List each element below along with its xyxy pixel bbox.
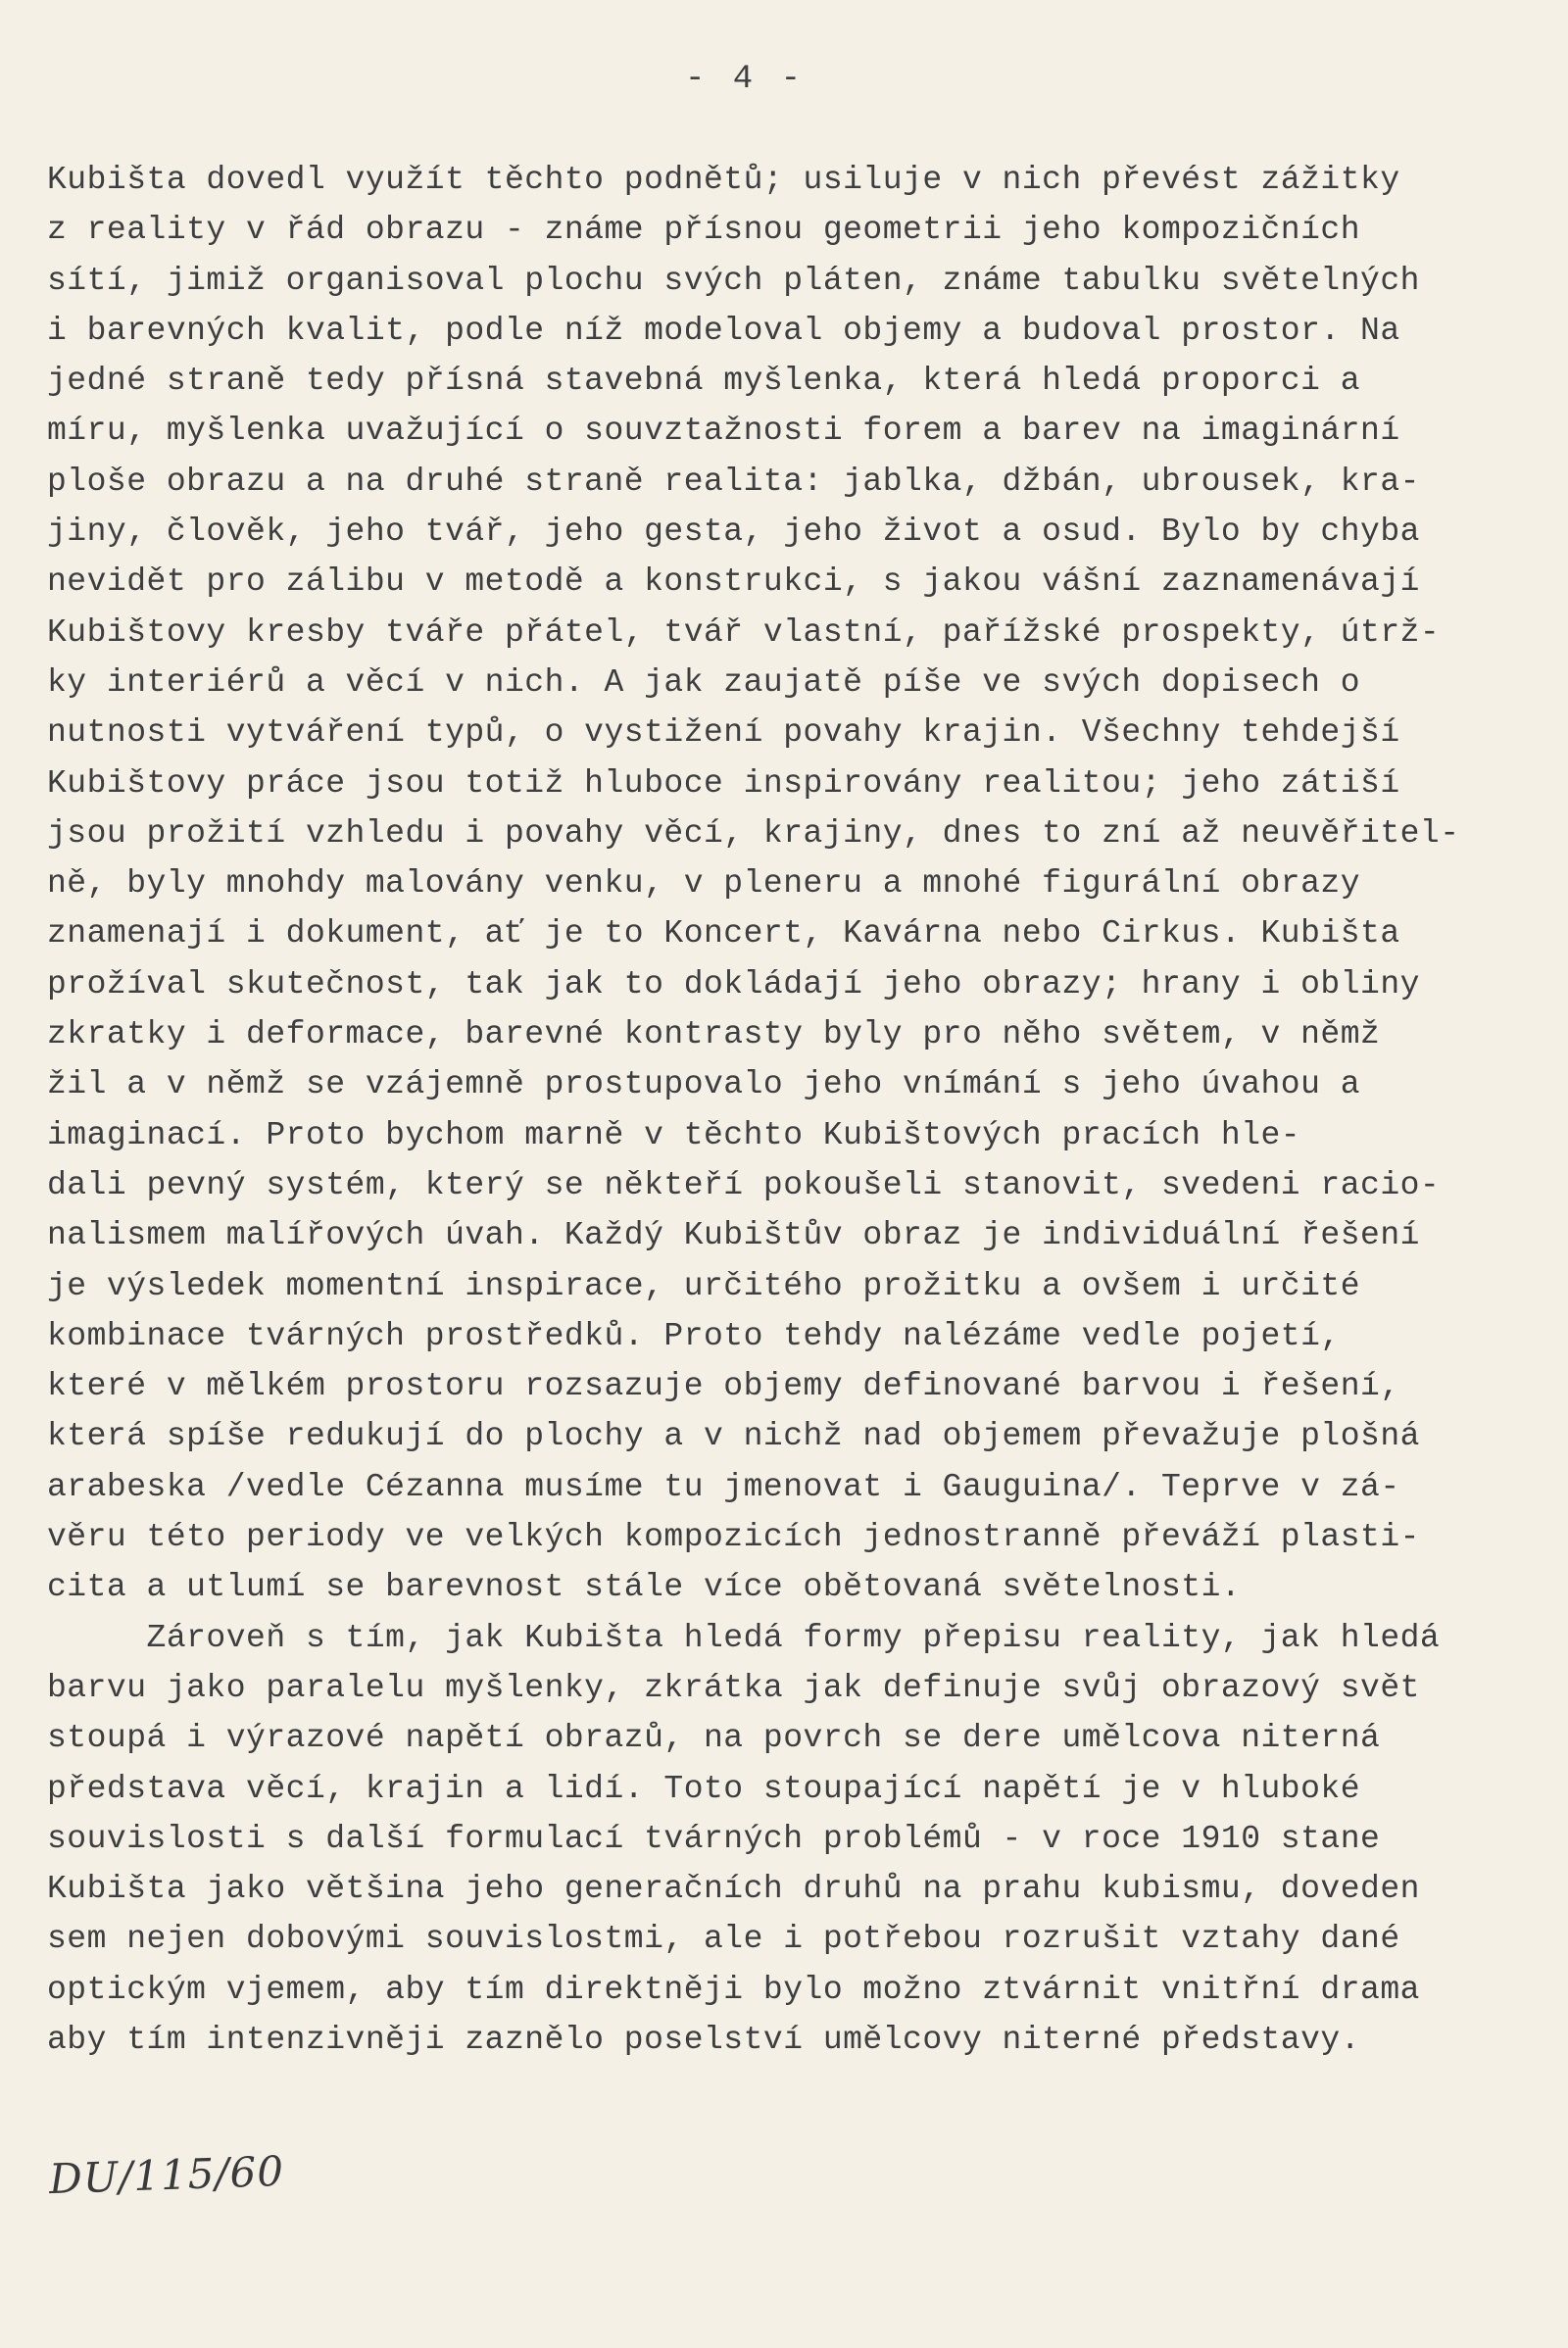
text-line: barvu jako paralelu myšlenky, zkrátka jak definuje svůj obrazový svět [47,1669,1420,1706]
text-line: jsou prožití vzhledu i povahy věcí, krajiny, dnes to zní až neuvěřitel- [47,814,1460,852]
handwritten-archive-number: DU/115/60 [48,2146,285,2204]
text-line: je výsledek momentní inspirace, určitého prožitku a ovšem i určité [47,1267,1361,1304]
text-line: nutnosti vytváření typů, o vystižení povahy krajin. Všechny tehdejší [47,714,1400,752]
text-line: znamenají i dokument, ať je to Koncert, Kavárna nebo Cirkus. Kubišta [47,915,1400,953]
text-line: aby tím intenzivněji zaznělo poselství umělcovy niterné představy. [47,2021,1361,2058]
text-line: souvislosti s další formulací tvárných problémů - v roce 1910 stane [47,1820,1381,1857]
text-line: z reality v řád obrazu - známe přísnou geometrii jeho kompozičních [47,212,1361,249]
text-line: Zároveň s tím, jak Kubišta hledá formy přepisu reality, jak hledá [47,1619,1441,1656]
body-text [47,155,1527,2065]
text-line: nalismem malířových úvah. Každý Kubištův obraz je individuální řešení [47,1217,1420,1254]
text-line: jedné straně tedy přísná stavebná myšlenka, která hledá proporci a [47,363,1361,400]
text-line: představa věcí, krajin a lidí. Toto stoupající napětí je v hluboké [47,1770,1361,1807]
page-number: - 4 - [684,61,806,98]
text-line: optickým vjemem, aby tím direktněji bylo možno ztvárnit vnitřní drama [47,1971,1420,2008]
text-line: věru této periody ve velkých kompozicích jednostranně převáží plasti- [47,1519,1420,1556]
text-line: ky interiérů a věcí v nich. A jak zaujatě píše ve svých dopisech o [47,663,1361,701]
text-line: kombinace tvárných prostředků. Proto tehdy nalézáme vedle pojetí, [47,1317,1341,1354]
text-line: Kubištovy práce jsou totiž hluboce inspirovány realitou; jeho zátiší [47,764,1400,802]
text-line: imaginací. Proto bychom marně v těchto Kubištových pracích hle- [47,1116,1301,1153]
text-line: stoupá i výrazové napětí obrazů, na povrch se dere umělcova niterná [47,1720,1381,1757]
text-line: která spíše redukují do plochy a v nichž nad objemem převažuje plošná [47,1418,1420,1455]
text-line: arabeska /vedle Cézanna musíme tu jmenovat i Gauguina/. Teprve v zá- [47,1468,1400,1505]
text-line: ploše obrazu a na druhé straně realita: jablka, džbán, ubrousek, kra- [47,463,1420,500]
text-line: i barevných kvalit, podle níž modeloval objemy a budoval prostor. Na [47,312,1400,349]
text-line: žil a v němž se vzájemně prostupovalo jeho vnímání s jeho úvahou a [47,1066,1361,1103]
text-line: sem nejen dobovými souvislostmi, ale i potřebou rozrušit vztahy dané [47,1921,1400,1958]
text-line: Kubišta dovedl využít těchto podnětů; usiluje v nich převést zážitky [47,162,1400,198]
text-line: které v mělkém prostoru rozsazuje objemy definované barvou i řešení, [47,1368,1400,1405]
text-line: nevidět pro zálibu v metodě a konstrukci, s jakou vášní zaznamenávají [47,563,1420,601]
text-line: Kubišta jako většina jeho generačních druhů na prahu kubismu, doveden [47,1871,1420,1908]
text-line: dali pevný systém, který se někteří pokoušeli stanovit, svedeni racio- [47,1166,1441,1203]
text-line: sítí, jimiž organisoval plochu svých pláten, známe tabulku světelných [47,262,1420,299]
text-line: ně, byly mnohdy malovány venku, v pleneru a mnohé figurální obrazy [47,865,1361,903]
text-line: Kubištovy kresby tváře přátel, tvář vlastní, pařížské prospekty, útrž- [47,613,1441,651]
text-line: zkratky i deformace, barevné kontrasty byly pro něho světem, v němž [47,1016,1381,1053]
text-line: míru, myšlenka uvažující o souvztažnosti forem a barev na imaginární [47,413,1400,450]
text-line: cita a utlumí se barevnost stále více obětovaná světelnosti. [47,1569,1242,1606]
text-line: prožíval skutečnost, tak jak to dokládají jeho obrazy; hrany i obliny [47,965,1420,1003]
text-line: jiny, člověk, jeho tvář, jeho gesta, jeho život a osud. Bylo by chyba [47,514,1420,551]
